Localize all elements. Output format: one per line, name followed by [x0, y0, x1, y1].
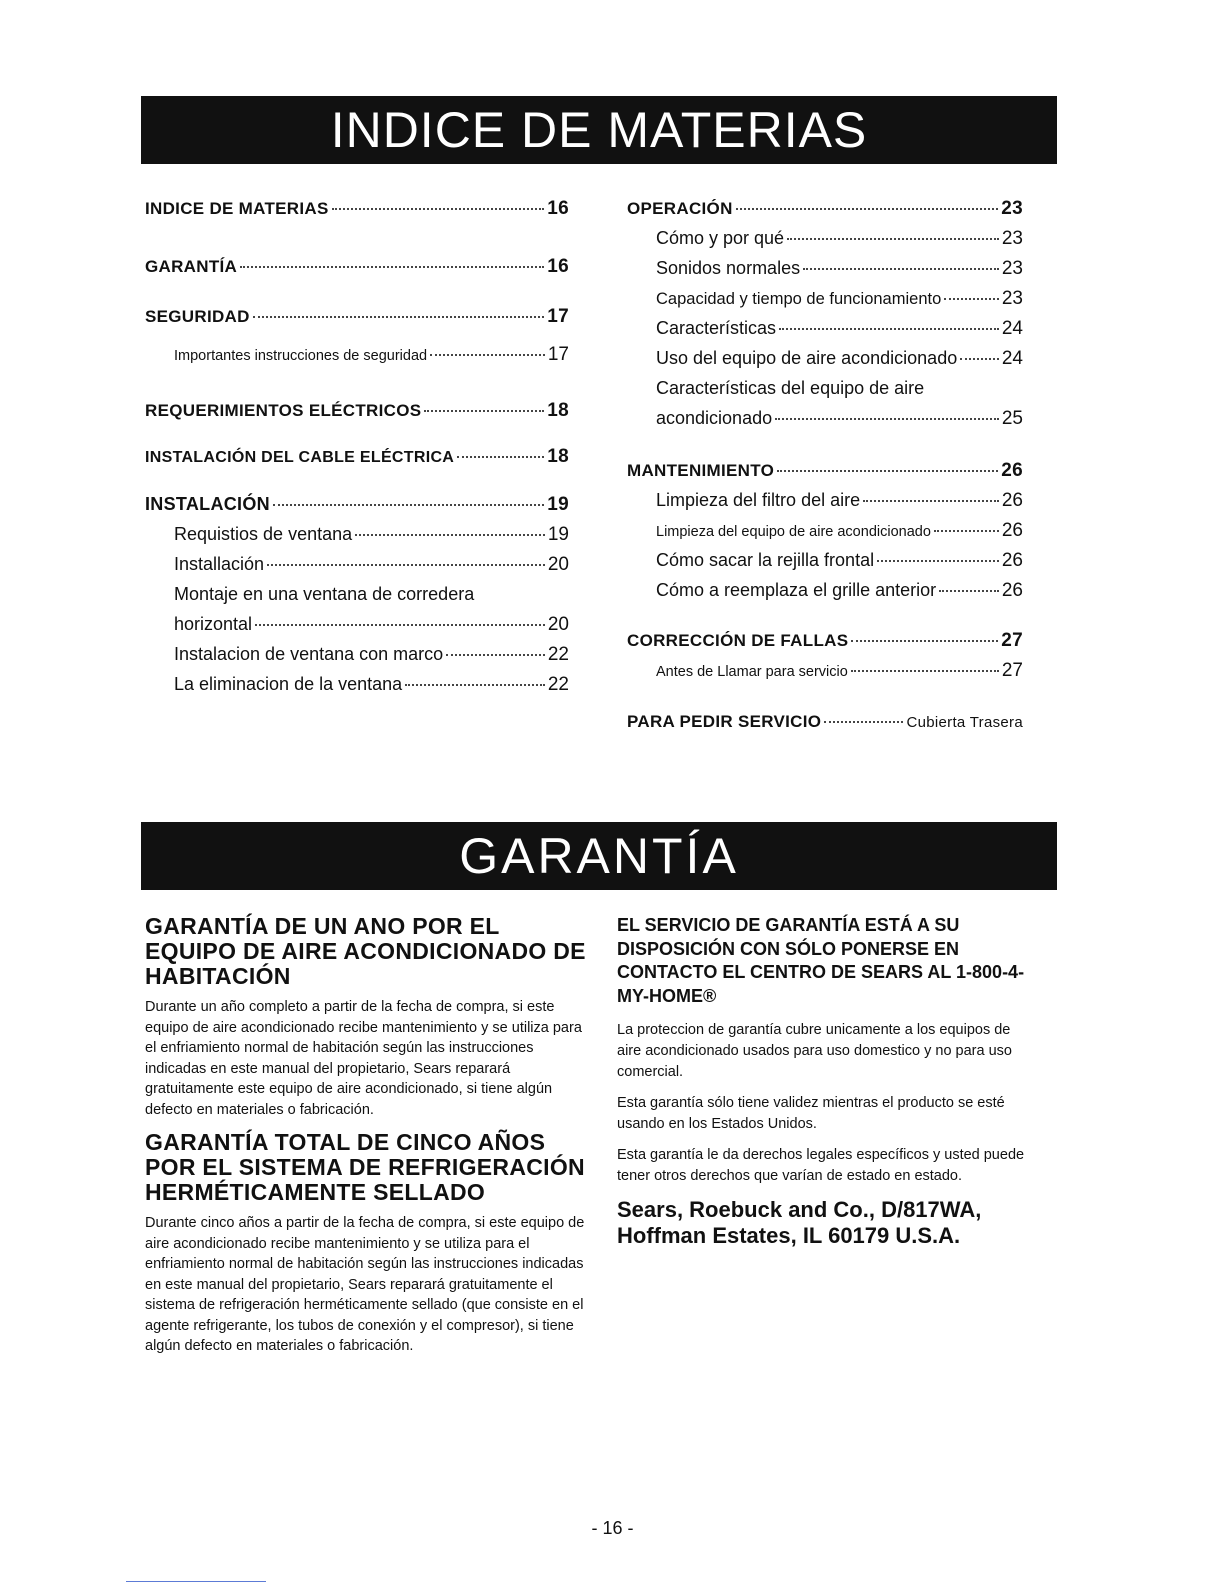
- toc-entry: Limpieza del equipo de aire acondicionado 26: [656, 520, 1023, 541]
- toc-right-column: [627, 198, 1023, 742]
- warranty-validity-text: Esta garantía sólo tiene validez mientras el producto se esté usando en los Estados Unidos.: [617, 1095, 1005, 1132]
- toc-entry: La eliminacion de la ventana 22: [174, 674, 569, 695]
- toc-leader: [355, 534, 545, 536]
- toc-leader: [736, 208, 999, 210]
- warranty-five-year-heading: GARANTÍA TOTAL DE CINCO AÑOS POR EL SISTEMA DE REFRIGERACIÓN HERMÉTICAMENTE SELLADO: [145, 1129, 585, 1205]
- toc-leader: [960, 358, 999, 360]
- toc-entry: Antes de Llamar para servicio 27: [656, 660, 1023, 681]
- toc-entry: Instalacion de ventana con marco 22: [174, 644, 569, 665]
- toc-leader: [446, 654, 545, 656]
- toc-header-banner: [141, 96, 1057, 164]
- toc-leader: [803, 268, 999, 270]
- toc-entry: Montaje en una ventana de corredera: [174, 584, 475, 604]
- toc-entry: Cómo a reemplaza el grille anterior 26: [656, 580, 1023, 601]
- toc-entry: Cómo sacar la rejilla frontal 26: [656, 550, 1023, 571]
- sears-address-line1: Sears, Roebuck and Co., D/817WA,: [617, 1197, 982, 1222]
- warranty-coverage-text: La proteccion de garantía cubre unicamente a los equipos de aire acondicionado usados para uso domestico y no para uso comercial.: [617, 1022, 1012, 1080]
- toc-leader: [863, 500, 999, 502]
- toc-leader: [240, 266, 544, 268]
- toc-leader: [430, 354, 545, 356]
- toc-leader: [787, 238, 999, 240]
- toc-entry: PARA PEDIR SERVICIO Cubierta Trasera: [627, 712, 1023, 731]
- warranty-header-title: GARANTÍA: [459, 828, 739, 884]
- toc-leader: [405, 684, 545, 686]
- toc-leader: [775, 418, 999, 420]
- sears-address-line2: Hoffman Estates, IL 60179 U.S.A.: [617, 1223, 961, 1248]
- warranty-header-banner: [141, 822, 1057, 890]
- warranty-service-heading: EL SERVICIO DE GARANTÍA ESTÁ A SU DISPOSICIÓN CON SÓLO PONERSE EN CONTACTO EL CENTRO DE SEARS AL 1-800-4-MY-HOME®: [617, 915, 1025, 1006]
- toc-leader: [273, 504, 544, 506]
- toc-leader: [424, 410, 544, 412]
- warranty-rights-text: Esta garantía le da derechos legales específicos y usted puede tener otros derechos que varían de estado en estado.: [617, 1147, 1025, 1184]
- warranty-left-column: [145, 914, 595, 1363]
- toc-entry: Cómo y por qué 23: [656, 228, 1023, 249]
- toc-entry: OPERACIÓN 23: [627, 198, 1023, 219]
- toc-leader: [877, 560, 999, 562]
- toc-leader: [851, 670, 999, 672]
- footer-rule: [126, 1581, 266, 1582]
- toc-entry: SEGURIDAD 17: [145, 306, 569, 327]
- toc-header-title: INDICE DE MATERIAS: [330, 102, 868, 158]
- toc-leader: [255, 624, 545, 626]
- toc-entry: Uso del equipo de aire acondicionado 24: [656, 348, 1023, 369]
- warranty-one-year-heading: GARANTÍA DE UN ANO POR EL EQUIPO DE AIRE ACONDICIONADO DE HABITACIÓN: [145, 913, 586, 989]
- toc-leader: [253, 316, 545, 318]
- toc-entry: Limpieza del filtro del aire 26: [656, 490, 1023, 511]
- toc-leader: [944, 298, 999, 300]
- toc-entry: GARANTÍA 16: [145, 256, 569, 277]
- warranty-right-column: [617, 914, 1037, 1249]
- sears-address: [617, 1197, 1037, 1249]
- toc-entry: Installación 20: [174, 554, 569, 575]
- toc-entry: Capacidad y tiempo de funcionamiento 23: [656, 288, 1023, 309]
- toc-entry: Importantes instrucciones de seguridad 17: [174, 344, 569, 365]
- toc-leader: [824, 721, 903, 723]
- toc-entry: INSTALACIÓN 19: [145, 494, 569, 515]
- toc-leader: [777, 470, 998, 472]
- toc-leader: [332, 208, 545, 210]
- toc-leader: [457, 456, 544, 458]
- toc-entry: horizontal 20: [174, 614, 569, 635]
- toc-leader: [779, 328, 999, 330]
- page-number: - 16 -: [591, 1518, 634, 1538]
- toc-entry: Sonidos normales 23: [656, 258, 1023, 279]
- toc-leader: [851, 640, 998, 642]
- toc-leader: [934, 530, 999, 532]
- warranty-one-year-text: Durante un año completo a partir de la fecha de compra, si este equipo de aire acondicionado recibe mantenimiento y se utiliza para el enfriamiento normal de habitación según las instrucciones indicadas en este manual del propietario, Sears reparará gratuitamente este equipo de aire acondicionado, si tiene algún defecto en materiales o fabricación.: [145, 999, 582, 1118]
- toc-leader: [939, 590, 999, 592]
- toc-entry: INDICE DE MATERIAS 16: [145, 198, 569, 219]
- toc-entry: MANTENIMIENTO 26: [627, 460, 1023, 481]
- toc-leader: [267, 564, 545, 566]
- toc-entry: INSTALACIÓN DEL CABLE ELÉCTRICA 18: [145, 446, 569, 467]
- toc-entry: Características del equipo de aire: [656, 378, 925, 398]
- toc-left-column: [145, 198, 569, 704]
- toc-entry: CORRECCIÓN DE FALLAS 27: [627, 630, 1023, 651]
- toc-entry: Requistios de ventana 19: [174, 524, 569, 545]
- toc-entry: REQUERIMIENTOS ELÉCTRICOS 18: [145, 400, 569, 421]
- warranty-five-year-text: Durante cinco años a partir de la fecha de compra, si este equipo de aire acondicionado recibe mantenimiento y se utiliza para el enfriamiento normal de habitación según las instrucciones indicadas en este manual del propietario, Sears reparará gratuitamente el sistema de refrigeración herméticamente sellado (que consiste en el agente refrigerante, los tubos de conexión y el compresor), si tiene algún defecto en materiales o fabricación.: [145, 1215, 585, 1354]
- toc-entry: acondicionado 25: [656, 408, 1023, 429]
- toc-entry: Características 24: [656, 318, 1023, 339]
